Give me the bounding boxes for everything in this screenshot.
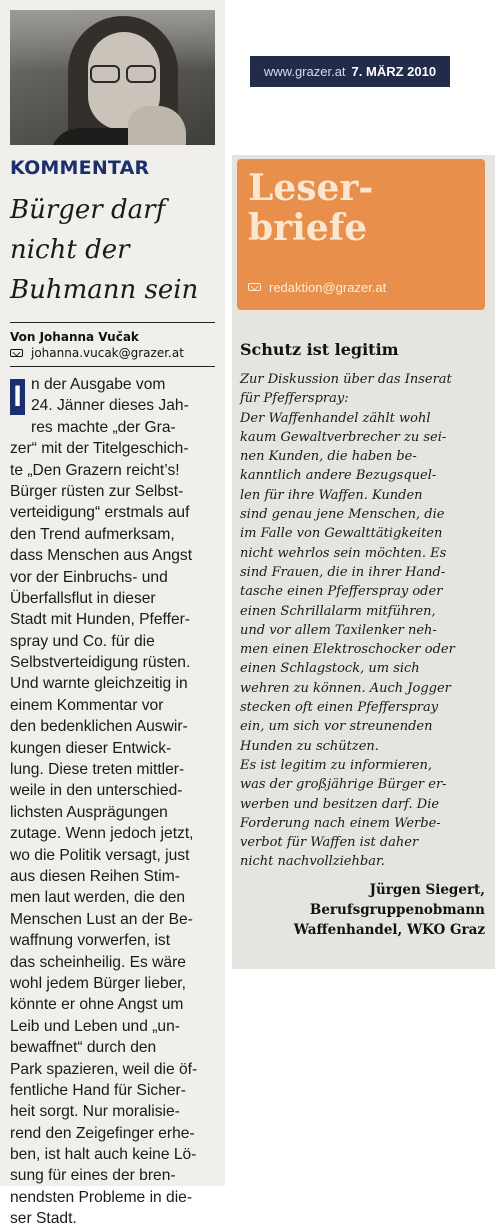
body-line: zutage. Wenn jedoch jetzt, <box>10 825 194 843</box>
letter-line: ein, um sich vor streunenden <box>240 719 433 735</box>
body-line: sung für eines der bren- <box>10 1167 176 1185</box>
letter-headline: Schutz ist legitim <box>240 340 399 359</box>
issue-date: 7. MÄRZ 2010 <box>351 64 437 79</box>
body-line: spray und Co. für die <box>10 632 155 650</box>
letters-email[interactable]: redaktion@grazer.at <box>269 280 387 295</box>
body-line: Selbstverteidigung rüsten. <box>10 654 191 672</box>
letter-line: kanntlich andere Bezugsquel- <box>240 468 437 484</box>
letter-line: len für ihre Waffen. Kunden <box>240 487 423 503</box>
letter-line: nicht nachvollziehbar. <box>240 854 385 870</box>
letter-line: sind Frauen, die in ihrer Hand- <box>240 564 446 580</box>
letter-line: wehren zu können. Auch Jogger <box>240 680 451 696</box>
letter-body <box>240 370 490 872</box>
byline-divider <box>10 322 215 323</box>
body-line: zer“ mit der Titelgeschich- <box>10 440 189 458</box>
body-line: verteidigung“ erstmals auf <box>10 504 190 522</box>
body-line: rend den Zeigefinger erhe- <box>10 1124 195 1142</box>
drop-cap: I <box>10 379 25 415</box>
letter-line: Forderung nach einem Werbe- <box>240 815 441 831</box>
body-line: aus diesen Reihen Stim- <box>10 867 180 885</box>
commentary-headline <box>10 190 225 310</box>
author-email[interactable]: johanna.vucak@grazer.at <box>31 346 184 360</box>
body-line: ser Stadt. <box>10 1210 77 1228</box>
body-line: nendsten Probleme in die- <box>10 1188 193 1206</box>
body-line: Stadt mit Hunden, Pfeffer- <box>10 611 190 629</box>
body-line: den bedenklichen Auswir- <box>10 718 188 736</box>
letters-section-title <box>248 168 373 248</box>
letter-line: Der Waffenhandel zählt wohl <box>240 410 431 426</box>
mail-icon <box>248 283 263 292</box>
body-line: lichsten Ausprägungen <box>10 803 168 821</box>
author-email-row <box>10 346 184 360</box>
body-line: 24. Jänner dieses Jah- <box>31 397 189 415</box>
body-line: waffnung vorwerfen, ist <box>10 932 171 950</box>
letter-line: stecken oft einen Pfefferspray <box>240 700 439 716</box>
byline-divider <box>10 366 215 367</box>
body-line: vor der Einbruchs- und <box>10 568 168 586</box>
headline-line: Bürger darf <box>10 195 166 225</box>
body-line: Park spazieren, weil die öf- <box>10 1060 198 1078</box>
body-line: wohl jedem Bürger lieber, <box>10 974 186 992</box>
body-line: bewaffnet“ durch den <box>10 1039 157 1057</box>
letter-line: im Falle von Gewalttätigkeiten <box>240 526 443 542</box>
letter-line: was der großjährige Bürger er- <box>240 777 447 793</box>
body-line: den Trend aufmerksam, <box>10 525 175 543</box>
letter-line: nen Kunden, die haben be- <box>240 449 417 465</box>
author-byline: Von Johanna Vučak <box>10 330 139 344</box>
commentary-body <box>10 374 220 1230</box>
body-line: wo die Politik versagt, just <box>10 846 190 864</box>
letter-line: für Pfefferspray: <box>240 391 349 407</box>
body-line: weile in den unterschied- <box>10 782 183 800</box>
letter-signature <box>294 880 485 940</box>
body-line: Überfallsflut in dieser <box>10 589 156 607</box>
letters-title-line: briefe <box>248 207 368 249</box>
letter-line: Hunden zu schützen. <box>240 738 379 754</box>
commentary-column <box>0 0 225 1228</box>
letter-line: und vor allem Taxilenker neh- <box>240 622 437 638</box>
signature-line: Jürgen Siegert, <box>369 882 485 898</box>
body-line: lung. Diese treten mittler- <box>10 761 185 779</box>
body-line: Leib und Leben und „un- <box>10 1017 180 1035</box>
body-line: Und warnte gleichzeitig in <box>10 675 188 693</box>
body-line: dass Menschen aus Angst <box>10 547 193 565</box>
body-line: könnte er ohne Angst um <box>10 996 184 1014</box>
date-banner <box>250 56 450 87</box>
letters-title-line: Leser- <box>248 167 374 209</box>
letter-line: verbot für Waffen ist daher <box>240 835 419 851</box>
author-photo <box>10 10 215 145</box>
letters-section-box <box>237 159 485 310</box>
body-line: Menschen Lust an der Be- <box>10 910 193 928</box>
site-url[interactable]: www.grazer.at <box>263 64 346 79</box>
letter-line: Es ist legitim zu informieren, <box>240 757 432 773</box>
letter-line: kaum Gewaltverbrecher zu sei- <box>240 429 447 445</box>
commentary-kicker: KOMMENTAR <box>10 157 150 179</box>
body-line: te „Den Grazern reicht’s! <box>10 461 180 479</box>
letter-line: tasche einen Pfefferspray oder <box>240 584 443 600</box>
body-line: heit sorgt. Nur moralisie- <box>10 1103 180 1121</box>
letter-line: sind genau jene Menschen, die <box>240 507 445 523</box>
headline-line: nicht der <box>10 235 130 265</box>
body-line: fentliche Hand für Sicher- <box>10 1081 186 1099</box>
letters-column <box>232 155 495 969</box>
letters-email-row <box>248 280 386 295</box>
letter-line: werben und besitzen darf. Die <box>240 796 440 812</box>
mail-icon <box>10 349 25 358</box>
letter-line: einen Schrillalarm mitführen, <box>240 603 436 619</box>
body-line: das scheinheilig. Es wäre <box>10 953 186 971</box>
body-line: n der Ausgabe vom <box>31 376 166 393</box>
letter-line: Zur Diskussion über das Inserat <box>240 372 452 387</box>
body-line: kungen dieser Entwick- <box>10 739 172 757</box>
body-line: men laut werden, die den <box>10 889 186 907</box>
letter-line: einen Schlagstock, um sich <box>240 661 420 677</box>
body-line: einem Kommentar vor <box>10 696 164 714</box>
letter-line: men einen Elektroschocker oder <box>240 642 455 658</box>
letter-line: nicht wehrlos sein möchten. Es <box>240 545 447 561</box>
body-line: res machte „der Gra- <box>31 418 176 436</box>
body-line: Bürger rüsten zur Selbst- <box>10 482 184 500</box>
body-line: ben, ist halt auch keine Lö- <box>10 1146 197 1164</box>
signature-line: Waffenhandel, WKO Graz <box>293 922 485 938</box>
signature-line: Berufsgruppenobmann <box>309 902 485 918</box>
headline-line: Buhmann sein <box>10 275 199 305</box>
